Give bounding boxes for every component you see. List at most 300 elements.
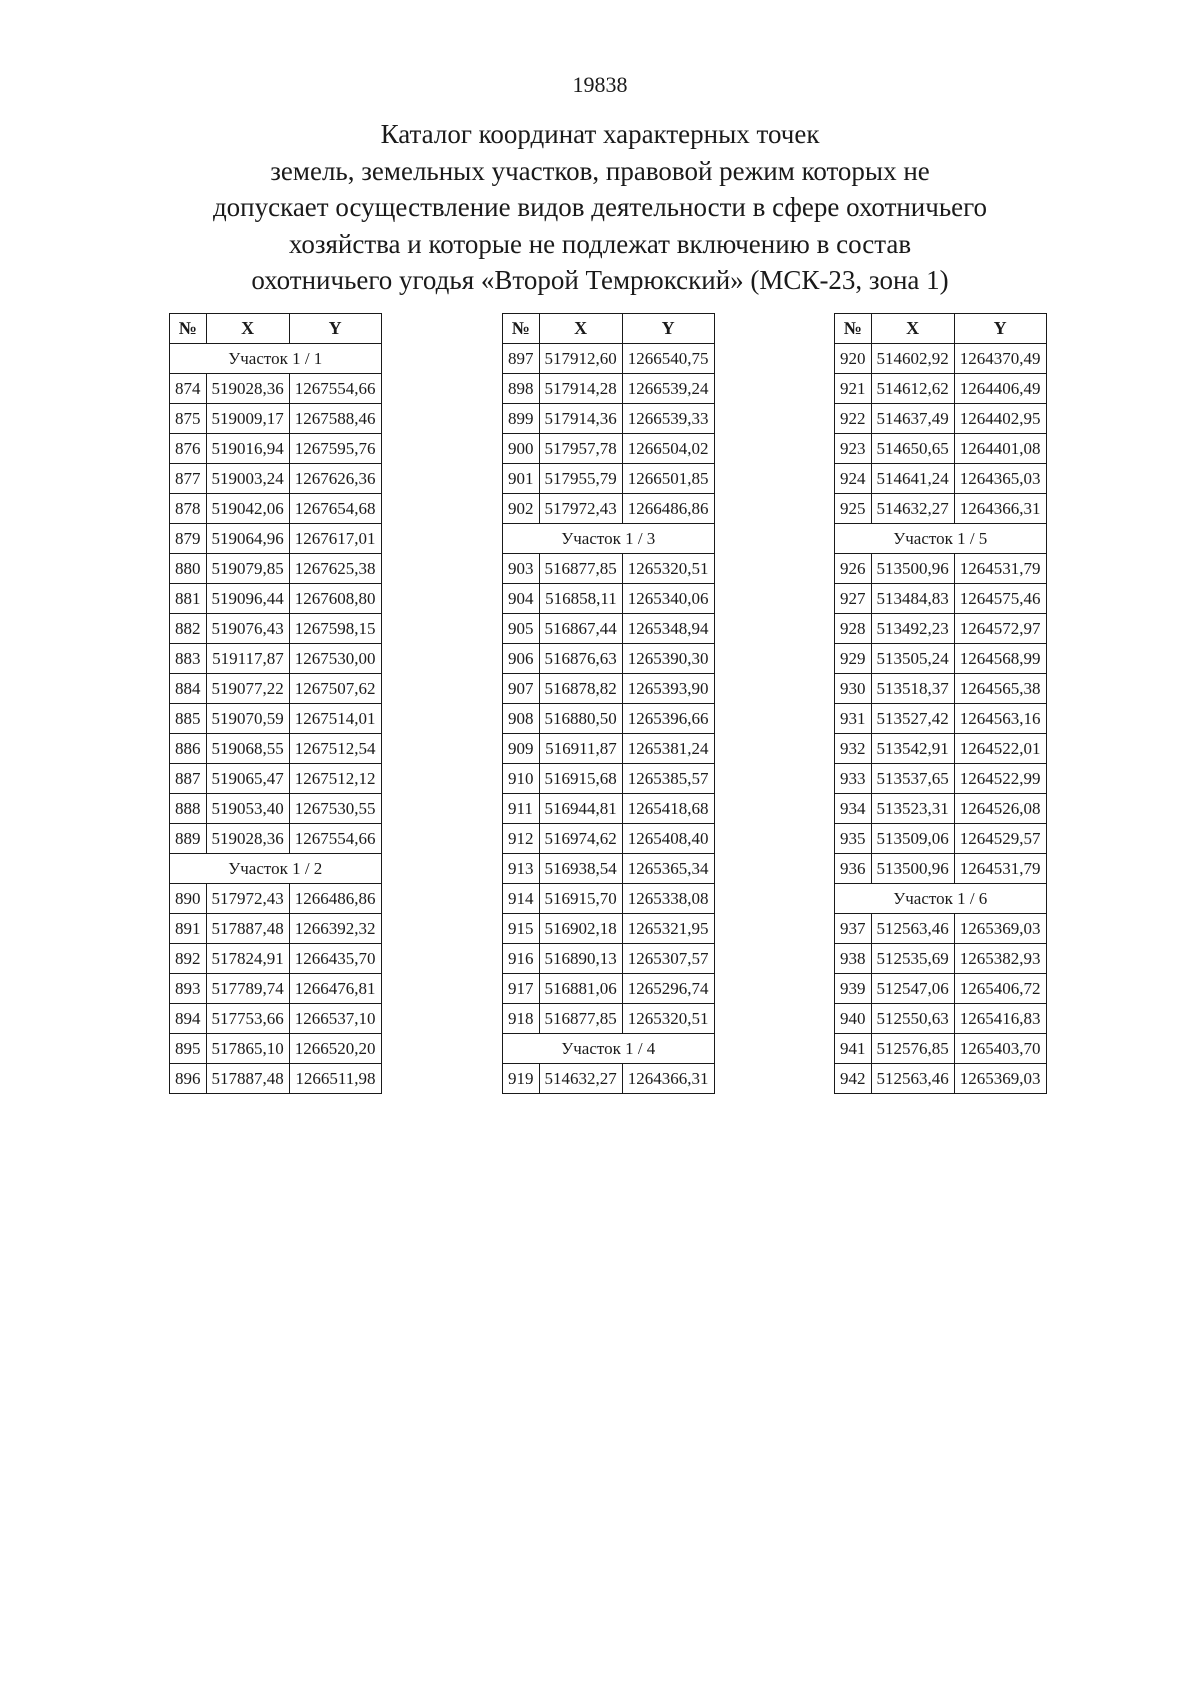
point-number: 895 <box>170 1034 207 1064</box>
table-row <box>835 764 1047 794</box>
x-coordinate: 513505,24 <box>871 644 954 674</box>
x-coordinate: 512535,69 <box>871 944 954 974</box>
y-coordinate: 1266504,02 <box>622 434 714 464</box>
x-coordinate: 519053,40 <box>206 794 289 824</box>
y-coordinate: 1266539,24 <box>622 374 714 404</box>
y-coordinate: 1267617,01 <box>289 524 381 554</box>
point-number: 899 <box>503 404 540 434</box>
table-row <box>170 704 382 734</box>
table-row <box>503 614 715 644</box>
point-number: 888 <box>170 794 207 824</box>
table-row <box>503 554 715 584</box>
y-coordinate: 1264366,31 <box>954 494 1046 524</box>
point-number: 889 <box>170 824 207 854</box>
x-coordinate: 516938,54 <box>539 854 622 884</box>
y-coordinate: 1265348,94 <box>622 614 714 644</box>
table-row <box>503 974 715 1004</box>
y-coordinate: 1267514,01 <box>289 704 381 734</box>
y-coordinate: 1265396,66 <box>622 704 714 734</box>
x-coordinate: 514650,65 <box>871 434 954 464</box>
table-row <box>503 644 715 674</box>
point-number: 886 <box>170 734 207 764</box>
section-row <box>835 524 1047 554</box>
point-number: 901 <box>503 464 540 494</box>
y-coordinate: 1264531,79 <box>954 854 1046 884</box>
table-row <box>170 764 382 794</box>
point-number: 939 <box>835 974 872 1004</box>
section-label: Участок 1 / 2 <box>170 854 382 884</box>
table-row <box>170 974 382 1004</box>
point-number: 879 <box>170 524 207 554</box>
x-coordinate: 514632,27 <box>539 1064 622 1094</box>
section-label: Участок 1 / 6 <box>835 884 1047 914</box>
table-row <box>503 794 715 824</box>
y-coordinate: 1265340,06 <box>622 584 714 614</box>
point-number: 928 <box>835 614 872 644</box>
point-number: 903 <box>503 554 540 584</box>
table-row <box>503 944 715 974</box>
table-row <box>503 734 715 764</box>
y-coordinate: 1266539,33 <box>622 404 714 434</box>
point-number: 942 <box>835 1064 872 1094</box>
y-coordinate: 1265320,51 <box>622 1004 714 1034</box>
table-row <box>835 974 1047 1004</box>
table-row <box>835 374 1047 404</box>
point-number: 914 <box>503 884 540 914</box>
y-coordinate: 1266476,81 <box>289 974 381 1004</box>
x-coordinate: 519076,43 <box>206 614 289 644</box>
y-coordinate: 1265321,95 <box>622 914 714 944</box>
x-coordinate: 516877,85 <box>539 1004 622 1034</box>
table-row <box>503 494 715 524</box>
section-label: Участок 1 / 3 <box>503 524 715 554</box>
y-coordinate: 1266486,86 <box>622 494 714 524</box>
y-coordinate: 1264522,01 <box>954 734 1046 764</box>
point-number: 876 <box>170 434 207 464</box>
x-coordinate: 516911,87 <box>539 734 622 764</box>
header-x: X <box>206 314 289 344</box>
table-row <box>835 554 1047 584</box>
point-number: 891 <box>170 914 207 944</box>
table-body <box>835 344 1047 1094</box>
section-label: Участок 1 / 5 <box>835 524 1047 554</box>
point-number: 926 <box>835 554 872 584</box>
point-number: 878 <box>170 494 207 524</box>
y-coordinate: 1264370,49 <box>954 344 1046 374</box>
x-coordinate: 513500,96 <box>871 554 954 584</box>
coordinate-table-1 <box>169 313 382 1094</box>
x-coordinate: 513527,42 <box>871 704 954 734</box>
table-row <box>835 794 1047 824</box>
table-row <box>835 344 1047 374</box>
x-coordinate: 519064,96 <box>206 524 289 554</box>
y-coordinate: 1264522,99 <box>954 764 1046 794</box>
x-coordinate: 514602,92 <box>871 344 954 374</box>
table-body <box>170 344 382 1094</box>
table-row <box>503 464 715 494</box>
point-number: 936 <box>835 854 872 884</box>
point-number: 930 <box>835 674 872 704</box>
table-row <box>503 854 715 884</box>
point-number: 884 <box>170 674 207 704</box>
point-number: 932 <box>835 734 872 764</box>
table-row <box>835 404 1047 434</box>
y-coordinate: 1267625,38 <box>289 554 381 584</box>
point-number: 904 <box>503 584 540 614</box>
y-coordinate: 1267588,46 <box>289 404 381 434</box>
y-coordinate: 1267554,66 <box>289 824 381 854</box>
point-number: 912 <box>503 824 540 854</box>
y-coordinate: 1264565,38 <box>954 674 1046 704</box>
table-row <box>170 464 382 494</box>
table-row <box>503 374 715 404</box>
x-coordinate: 519016,94 <box>206 434 289 464</box>
header-y: Y <box>289 314 381 344</box>
table-row <box>835 584 1047 614</box>
point-number: 933 <box>835 764 872 794</box>
coordinate-table-2 <box>502 313 715 1094</box>
table-row <box>170 644 382 674</box>
table-row <box>170 554 382 584</box>
y-coordinate: 1266435,70 <box>289 944 381 974</box>
point-number: 907 <box>503 674 540 704</box>
x-coordinate: 519070,59 <box>206 704 289 734</box>
x-coordinate: 513523,31 <box>871 794 954 824</box>
section-row <box>503 524 715 554</box>
point-number: 937 <box>835 914 872 944</box>
y-coordinate: 1266537,10 <box>289 1004 381 1034</box>
point-number: 938 <box>835 944 872 974</box>
title-line: допускает осуществление видов деятельности в сфере охотничьего <box>212 192 988 222</box>
point-number: 902 <box>503 494 540 524</box>
x-coordinate: 517972,43 <box>539 494 622 524</box>
point-number: 917 <box>503 974 540 1004</box>
x-coordinate: 516878,82 <box>539 674 622 704</box>
y-coordinate: 1267512,12 <box>289 764 381 794</box>
table-row <box>170 884 382 914</box>
header-x: X <box>871 314 954 344</box>
table-row <box>835 614 1047 644</box>
x-coordinate: 516881,06 <box>539 974 622 1004</box>
title-line: охотничьего угодья «Второй Темрюкский» (МСК-23, зона 1) <box>251 265 949 295</box>
point-number: 935 <box>835 824 872 854</box>
header-y: Y <box>622 314 714 344</box>
table-row <box>170 824 382 854</box>
point-number: 921 <box>835 374 872 404</box>
table-row <box>170 734 382 764</box>
section-label: Участок 1 / 1 <box>170 344 382 374</box>
header-number: № <box>835 314 872 344</box>
x-coordinate: 517912,60 <box>539 344 622 374</box>
y-coordinate: 1265416,83 <box>954 1004 1046 1034</box>
point-number: 881 <box>170 584 207 614</box>
x-coordinate: 517789,74 <box>206 974 289 1004</box>
point-number: 919 <box>503 1064 540 1094</box>
point-number: 934 <box>835 794 872 824</box>
table-row <box>835 1064 1047 1094</box>
y-coordinate: 1266392,32 <box>289 914 381 944</box>
table-row <box>170 374 382 404</box>
x-coordinate: 513484,83 <box>871 584 954 614</box>
y-coordinate: 1265418,68 <box>622 794 714 824</box>
title-line: Каталог координат характерных точек <box>380 119 820 149</box>
y-coordinate: 1264406,49 <box>954 374 1046 404</box>
y-coordinate: 1265381,24 <box>622 734 714 764</box>
catalog-title <box>150 116 1050 299</box>
x-coordinate: 517887,48 <box>206 914 289 944</box>
point-number: 910 <box>503 764 540 794</box>
y-coordinate: 1267530,55 <box>289 794 381 824</box>
point-number: 918 <box>503 1004 540 1034</box>
y-coordinate: 1265296,74 <box>622 974 714 1004</box>
point-number: 927 <box>835 584 872 614</box>
y-coordinate: 1265365,34 <box>622 854 714 884</box>
y-coordinate: 1265406,72 <box>954 974 1046 1004</box>
y-coordinate: 1264529,57 <box>954 824 1046 854</box>
point-number: 929 <box>835 644 872 674</box>
y-coordinate: 1265382,93 <box>954 944 1046 974</box>
table-row <box>503 914 715 944</box>
header-row <box>835 314 1047 344</box>
y-coordinate: 1265393,90 <box>622 674 714 704</box>
point-number: 908 <box>503 704 540 734</box>
coordinate-table-3 <box>834 313 1047 1094</box>
x-coordinate: 514632,27 <box>871 494 954 524</box>
point-number: 882 <box>170 614 207 644</box>
table-row <box>835 704 1047 734</box>
table-row <box>835 494 1047 524</box>
y-coordinate: 1265369,03 <box>954 914 1046 944</box>
table-row <box>835 644 1047 674</box>
point-number: 892 <box>170 944 207 974</box>
point-number: 913 <box>503 854 540 884</box>
table-row <box>170 584 382 614</box>
x-coordinate: 514612,62 <box>871 374 954 404</box>
section-label: Участок 1 / 4 <box>503 1034 715 1064</box>
table-row <box>170 1004 382 1034</box>
point-number: 887 <box>170 764 207 794</box>
x-coordinate: 519068,55 <box>206 734 289 764</box>
point-number: 916 <box>503 944 540 974</box>
point-number: 875 <box>170 404 207 434</box>
x-coordinate: 519028,36 <box>206 374 289 404</box>
x-coordinate: 516877,85 <box>539 554 622 584</box>
y-coordinate: 1265320,51 <box>622 554 714 584</box>
header-row <box>170 314 382 344</box>
y-coordinate: 1264402,95 <box>954 404 1046 434</box>
table-row <box>170 614 382 644</box>
table-row <box>835 464 1047 494</box>
table-row <box>170 914 382 944</box>
x-coordinate: 516902,18 <box>539 914 622 944</box>
point-number: 920 <box>835 344 872 374</box>
title-line: земель, земельных участков, правовой режим которых не <box>270 155 930 186</box>
y-coordinate: 1267626,36 <box>289 464 381 494</box>
x-coordinate: 516867,44 <box>539 614 622 644</box>
y-coordinate: 1264575,46 <box>954 584 1046 614</box>
x-coordinate: 519042,06 <box>206 494 289 524</box>
x-coordinate: 516915,70 <box>539 884 622 914</box>
x-coordinate: 516915,68 <box>539 764 622 794</box>
x-coordinate: 519117,87 <box>206 644 289 674</box>
y-coordinate: 1267598,15 <box>289 614 381 644</box>
section-row <box>503 1034 715 1064</box>
table-row <box>835 434 1047 464</box>
table-row <box>170 1064 382 1094</box>
x-coordinate: 519096,44 <box>206 584 289 614</box>
y-coordinate: 1267507,62 <box>289 674 381 704</box>
x-coordinate: 513492,23 <box>871 614 954 644</box>
table-row <box>170 404 382 434</box>
page-number: 19838 <box>572 72 628 97</box>
y-coordinate: 1266511,98 <box>289 1064 381 1094</box>
table-row <box>503 344 715 374</box>
x-coordinate: 519003,24 <box>206 464 289 494</box>
x-coordinate: 517753,66 <box>206 1004 289 1034</box>
x-coordinate: 512576,85 <box>871 1034 954 1064</box>
x-coordinate: 517865,10 <box>206 1034 289 1064</box>
point-number: 922 <box>835 404 872 434</box>
y-coordinate: 1264563,16 <box>954 704 1046 734</box>
x-coordinate: 513500,96 <box>871 854 954 884</box>
point-number: 897 <box>503 344 540 374</box>
y-coordinate: 1264572,97 <box>954 614 1046 644</box>
x-coordinate: 513509,06 <box>871 824 954 854</box>
x-coordinate: 513518,37 <box>871 674 954 704</box>
point-number: 931 <box>835 704 872 734</box>
y-coordinate: 1265369,03 <box>954 1064 1046 1094</box>
x-coordinate: 519028,36 <box>206 824 289 854</box>
x-coordinate: 512550,63 <box>871 1004 954 1034</box>
y-coordinate: 1266486,86 <box>289 884 381 914</box>
header-y: Y <box>954 314 1046 344</box>
x-coordinate: 513537,65 <box>871 764 954 794</box>
y-coordinate: 1266520,20 <box>289 1034 381 1064</box>
y-coordinate: 1264531,79 <box>954 554 1046 584</box>
y-coordinate: 1267595,76 <box>289 434 381 464</box>
y-coordinate: 1267654,68 <box>289 494 381 524</box>
y-coordinate: 1265338,08 <box>622 884 714 914</box>
table-row <box>170 794 382 824</box>
table-row <box>835 944 1047 974</box>
y-coordinate: 1264365,03 <box>954 464 1046 494</box>
y-coordinate: 1267530,00 <box>289 644 381 674</box>
x-coordinate: 516880,50 <box>539 704 622 734</box>
table-row <box>835 1004 1047 1034</box>
table-row <box>170 1034 382 1064</box>
x-coordinate: 516944,81 <box>539 794 622 824</box>
x-coordinate: 517957,78 <box>539 434 622 464</box>
x-coordinate: 513542,91 <box>871 734 954 764</box>
y-coordinate: 1267608,80 <box>289 584 381 614</box>
x-coordinate: 516974,62 <box>539 824 622 854</box>
y-coordinate: 1267512,54 <box>289 734 381 764</box>
x-coordinate: 512547,06 <box>871 974 954 1004</box>
table-row <box>170 434 382 464</box>
point-number: 941 <box>835 1034 872 1064</box>
x-coordinate: 519077,22 <box>206 674 289 704</box>
point-number: 896 <box>170 1064 207 1094</box>
x-coordinate: 519079,85 <box>206 554 289 584</box>
table-row <box>503 584 715 614</box>
table-row <box>503 674 715 704</box>
table-row <box>503 404 715 434</box>
x-coordinate: 516876,63 <box>539 644 622 674</box>
x-coordinate: 517824,91 <box>206 944 289 974</box>
x-coordinate: 514637,49 <box>871 404 954 434</box>
table-body <box>503 344 715 1094</box>
point-number: 911 <box>503 794 540 824</box>
point-number: 925 <box>835 494 872 524</box>
table-row <box>503 434 715 464</box>
table-row <box>170 524 382 554</box>
y-coordinate: 1264568,99 <box>954 644 1046 674</box>
y-coordinate: 1267554,66 <box>289 374 381 404</box>
point-number: 890 <box>170 884 207 914</box>
point-number: 885 <box>170 704 207 734</box>
x-coordinate: 517955,79 <box>539 464 622 494</box>
x-coordinate: 517914,36 <box>539 404 622 434</box>
table-row <box>503 764 715 794</box>
y-coordinate: 1265385,57 <box>622 764 714 794</box>
table-row <box>835 854 1047 884</box>
table-row <box>503 884 715 914</box>
section-row <box>170 344 382 374</box>
y-coordinate: 1266540,75 <box>622 344 714 374</box>
point-number: 874 <box>170 374 207 404</box>
table-row <box>835 824 1047 854</box>
point-number: 940 <box>835 1004 872 1034</box>
header-number: № <box>503 314 540 344</box>
table-row <box>503 704 715 734</box>
table-row <box>503 1064 715 1094</box>
x-coordinate: 517972,43 <box>206 884 289 914</box>
point-number: 883 <box>170 644 207 674</box>
y-coordinate: 1264526,08 <box>954 794 1046 824</box>
x-coordinate: 514641,24 <box>871 464 954 494</box>
table-row <box>835 1034 1047 1064</box>
y-coordinate: 1266501,85 <box>622 464 714 494</box>
x-coordinate: 517887,48 <box>206 1064 289 1094</box>
point-number: 915 <box>503 914 540 944</box>
x-coordinate: 512563,46 <box>871 914 954 944</box>
table-row <box>835 734 1047 764</box>
point-number: 906 <box>503 644 540 674</box>
y-coordinate: 1264366,31 <box>622 1064 714 1094</box>
x-coordinate: 517914,28 <box>539 374 622 404</box>
table-row <box>170 944 382 974</box>
point-number: 898 <box>503 374 540 404</box>
y-coordinate: 1265307,57 <box>622 944 714 974</box>
point-number: 893 <box>170 974 207 1004</box>
table-row <box>835 674 1047 704</box>
y-coordinate: 1264401,08 <box>954 434 1046 464</box>
header-number: № <box>170 314 207 344</box>
x-coordinate: 516890,13 <box>539 944 622 974</box>
x-coordinate: 512563,46 <box>871 1064 954 1094</box>
table-row <box>503 1004 715 1034</box>
point-number: 894 <box>170 1004 207 1034</box>
point-number: 880 <box>170 554 207 584</box>
point-number: 909 <box>503 734 540 764</box>
section-row <box>835 884 1047 914</box>
point-number: 905 <box>503 614 540 644</box>
x-coordinate: 516858,11 <box>539 584 622 614</box>
section-row <box>170 854 382 884</box>
header-row <box>503 314 715 344</box>
table-row <box>835 914 1047 944</box>
table-row <box>503 824 715 854</box>
